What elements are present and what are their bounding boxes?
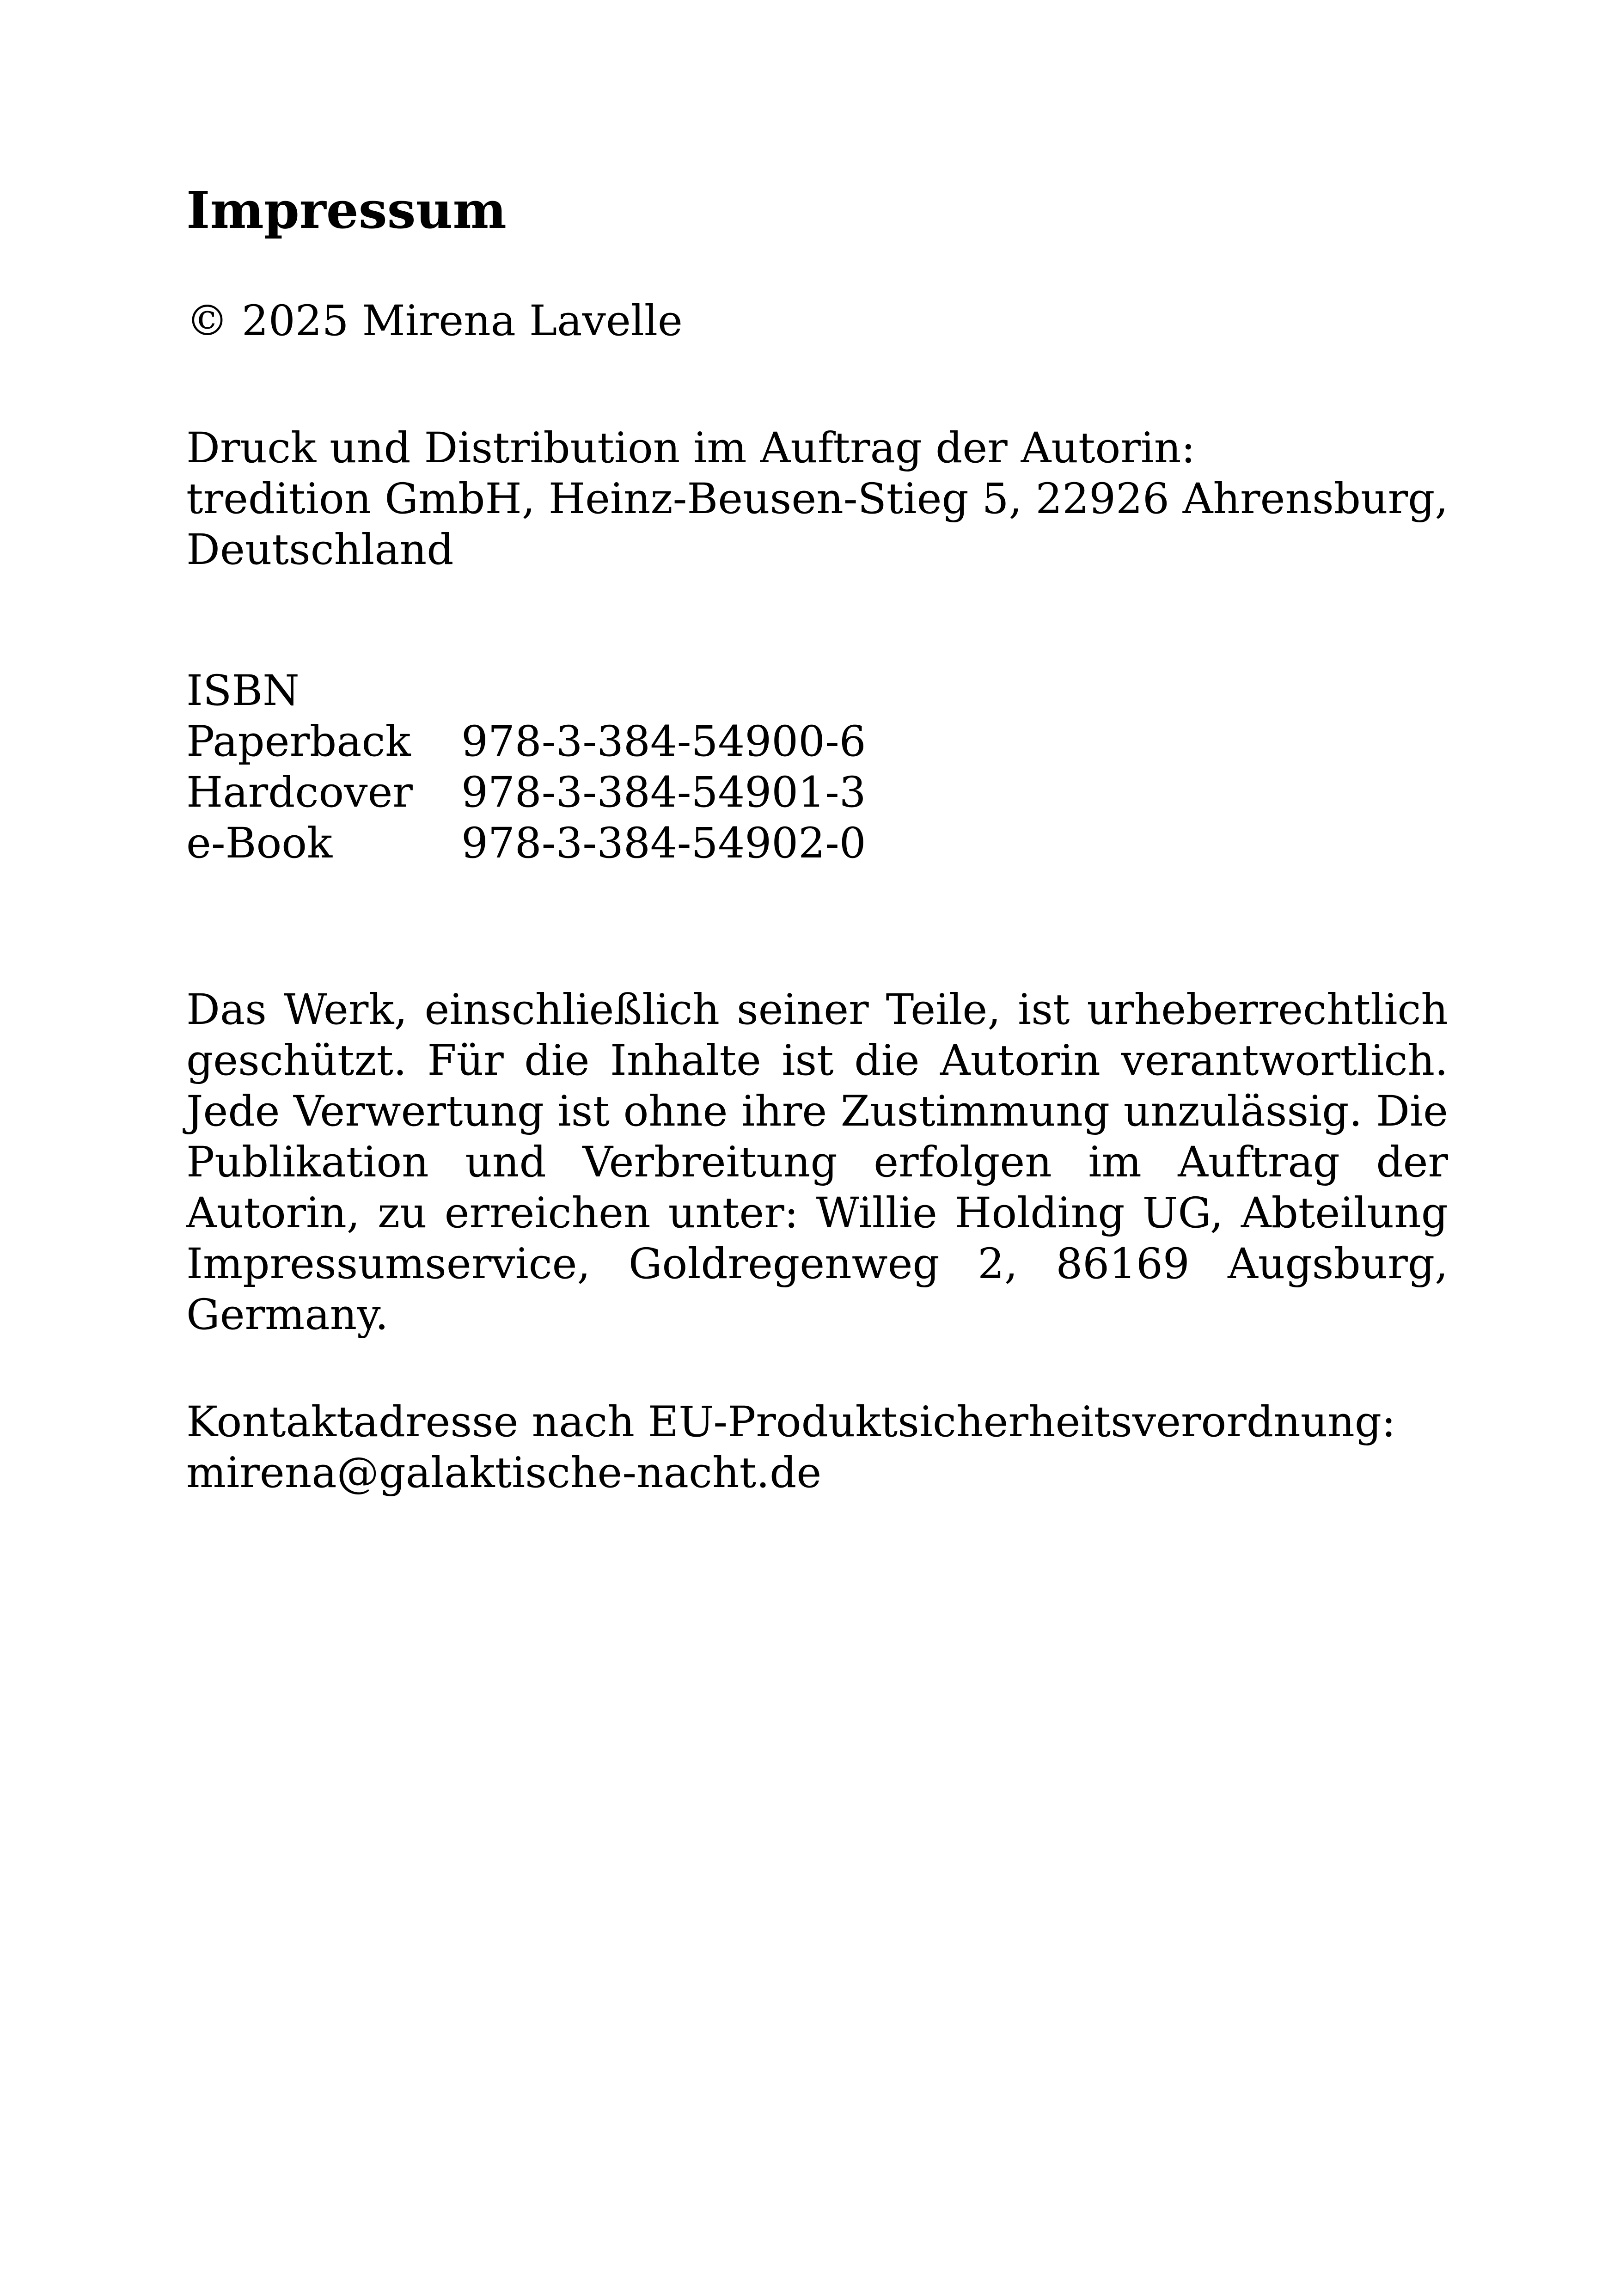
notice-text: Das Werk, einschließlich seiner Teile, ist urheberrechtlich geschützt. Für die Inhalte ist die Autorin verantwortlich. Jede Verwertung ist ohne ihre Zustimmung unzulässig. Die Publikation und Verbreitung erfolgen im Auftrag der Autorin, zu erreichen unter: Willie Holding UG, Abteilung Impressumservice, Goldregenweg 2, 86169 Augsburg, Germany.: [186, 986, 1448, 1339]
page-title: Impressum: [186, 180, 507, 240]
isbn-format: e-Book: [186, 819, 333, 868]
copyright-notice: [186, 985, 1448, 1341]
isbn-row-paperback: [186, 716, 1448, 767]
contact-email: mirena@galaktische-nacht.de: [186, 1449, 822, 1497]
isbn-block: [186, 666, 1448, 869]
isbn-format: Hardcover: [186, 768, 413, 817]
isbn-format: Paperback: [186, 717, 411, 766]
contact-label: Kontaktadresse nach EU-Produktsicherheitsverordnung:: [186, 1398, 1396, 1446]
isbn-heading: ISBN: [186, 667, 300, 715]
isbn-number: 978-3-384-54901-3: [461, 768, 866, 817]
contact-block: [186, 1397, 1448, 1499]
printer-block: [186, 423, 1448, 576]
isbn-row-hardcover: [186, 767, 1448, 818]
isbn-number: 978-3-384-54902-0: [461, 819, 866, 868]
copyright-line: © 2025 Mirena Lavelle: [186, 297, 683, 345]
imprint-page: [186, 180, 1449, 1497]
printer-address: tredition GmbH, Heinz-Beusen-Stieg 5, 22926 Ahrensburg,: [186, 475, 1449, 523]
isbn-row-ebook: [186, 818, 1448, 869]
printer-country: Deutschland: [186, 526, 454, 574]
isbn-number: 978-3-384-54900-6: [461, 717, 866, 766]
printer-intro: Druck und Distribution im Auftrag der Autorin:: [186, 424, 1196, 472]
